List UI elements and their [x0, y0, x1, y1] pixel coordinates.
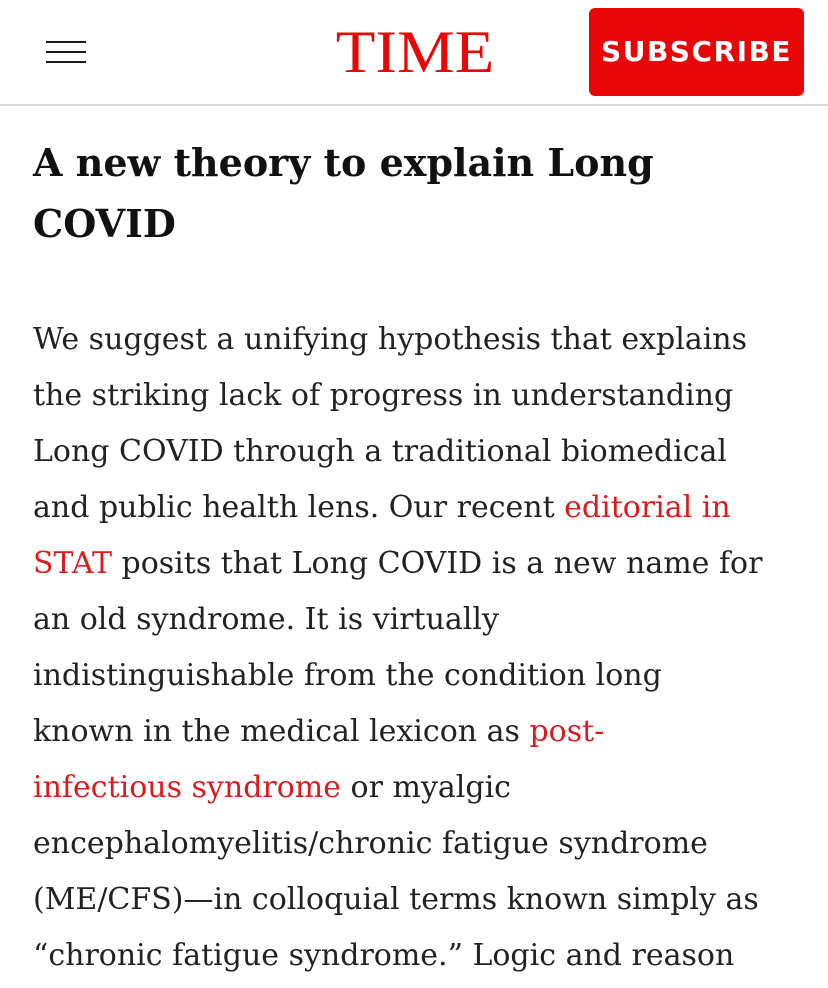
menu-bar-bottom	[46, 61, 86, 63]
time-logo[interactable]: TIME	[335, 19, 495, 85]
paragraph-line	[33, 704, 809, 760]
paragraph-line: the striking lack of progress in understanding	[33, 378, 734, 413]
article-headline	[33, 132, 793, 254]
editorial-in-stat-link[interactable]: editorial in	[564, 490, 731, 525]
paragraph-line	[33, 760, 809, 816]
paragraph-line: We suggest a unifying hypothesis that explains	[33, 322, 748, 357]
editorial-in-stat-link[interactable]: STAT	[33, 546, 112, 581]
menu-bar-middle	[46, 51, 86, 53]
post-infectious-syndrome-link[interactable]: post-	[529, 714, 605, 749]
paragraph-line: indistinguishable from the condition long	[33, 658, 662, 693]
paragraph-text: known in the medical lexicon as	[33, 714, 530, 749]
paragraph-line	[33, 536, 809, 592]
paragraph-line: (ME/CFS)—in colloquial terms known simply as	[33, 882, 759, 917]
headline-line-1: A new theory to explain Long	[33, 140, 654, 185]
article-paragraph	[33, 312, 809, 984]
subscribe-button[interactable]: SUBSCRIBE	[589, 8, 804, 96]
post-infectious-syndrome-link[interactable]: infectious syndrome	[33, 770, 342, 805]
paragraph-line: “chronic fatigue syndrome.” Logic and reason	[33, 938, 735, 973]
paragraph-text: or myalgic	[341, 770, 511, 805]
paragraph-line: an old syndrome. It is virtually	[33, 602, 499, 637]
site-header	[0, 0, 828, 106]
paragraph-text: and public health lens. Our recent	[33, 490, 565, 525]
paragraph-line	[33, 480, 809, 536]
paragraph-text: posits that Long COVID is a new name for	[111, 546, 763, 581]
headline-line-2: COVID	[33, 201, 176, 246]
paragraph-line: encephalomyelitis/chronic fatigue syndrome	[33, 826, 708, 861]
menu-bar-top	[46, 41, 86, 43]
paragraph-line: Long COVID through a traditional biomedical	[33, 434, 728, 469]
hamburger-menu-icon[interactable]	[40, 36, 90, 68]
